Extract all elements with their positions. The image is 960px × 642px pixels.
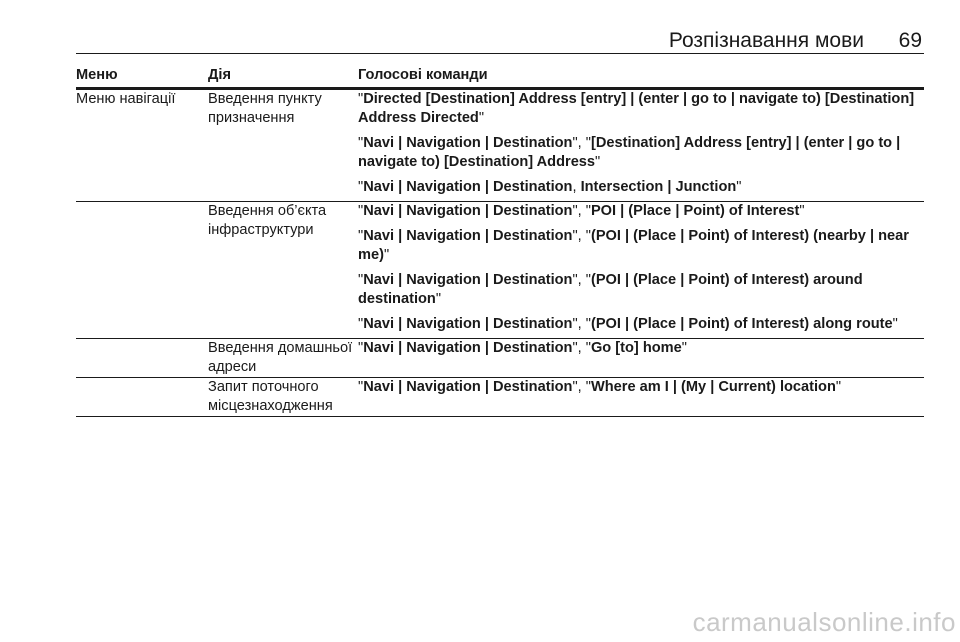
voice-command bbox=[358, 134, 924, 172]
command-phrase: Navi | Navigation | Destination bbox=[363, 179, 573, 195]
voice-command bbox=[358, 90, 924, 128]
command-punctuation: " bbox=[358, 379, 364, 395]
commands-cell bbox=[358, 89, 924, 202]
command-phrase: [Destination] Address [entry] | (enter | go to | navigate to) [Destination] Address bbox=[358, 135, 901, 170]
voice-command bbox=[358, 378, 924, 397]
voice-command bbox=[358, 339, 924, 358]
page-header bbox=[76, 27, 924, 54]
table-row bbox=[76, 378, 924, 417]
command-punctuation: " bbox=[835, 379, 842, 395]
command-punctuation: ", " bbox=[572, 379, 591, 395]
command-punctuation: " bbox=[892, 316, 898, 332]
command-phrase: Directed [Destination] Address [entry] | (enter | go to | navigate to) [Destination] Address Directed bbox=[358, 91, 915, 126]
menu-cell bbox=[76, 202, 208, 339]
column-header-commands: Голосові команди bbox=[358, 66, 924, 89]
command-punctuation: ", " bbox=[572, 272, 591, 288]
command-punctuation: " bbox=[358, 340, 364, 356]
command-phrase: Navi | Navigation | Destination bbox=[363, 379, 573, 395]
table-header-row bbox=[76, 66, 924, 89]
page-title: Розпізнавання мови bbox=[668, 29, 864, 52]
voice-command bbox=[358, 202, 924, 221]
command-punctuation: " bbox=[358, 272, 364, 288]
action-cell: Запит поточного місцезнаходження bbox=[208, 378, 358, 417]
page-number: 69 bbox=[898, 29, 922, 52]
command-punctuation: " bbox=[383, 247, 390, 263]
command-punctuation: " bbox=[736, 179, 742, 195]
command-phrase: Intersection | Junction bbox=[580, 179, 737, 195]
voice-command bbox=[358, 227, 924, 265]
menu-cell: Меню навігації bbox=[76, 89, 208, 202]
menu-cell bbox=[76, 339, 208, 378]
commands-cell bbox=[358, 339, 924, 378]
column-header-menu: Меню bbox=[76, 66, 208, 89]
voice-commands-table bbox=[76, 66, 924, 417]
command-punctuation: ", " bbox=[572, 316, 591, 332]
voice-command bbox=[358, 315, 924, 334]
command-punctuation: ", " bbox=[572, 135, 591, 151]
command-phrase: (POI | (Place | Point) of Interest) around destination bbox=[358, 272, 863, 307]
command-phrase: (POI | (Place | Point) of Interest) (nearby | near me) bbox=[358, 228, 909, 263]
command-punctuation: " bbox=[358, 203, 364, 219]
command-phrase: Navi | Navigation | Destination bbox=[363, 203, 573, 219]
command-phrase: POI | (Place | Point) of Interest bbox=[590, 203, 800, 219]
command-punctuation: " bbox=[358, 228, 364, 244]
command-punctuation: " bbox=[595, 154, 601, 170]
commands-cell bbox=[358, 378, 924, 417]
command-phrase: Navi | Navigation | Destination bbox=[363, 228, 573, 244]
command-punctuation: " bbox=[478, 110, 485, 126]
command-punctuation: ", " bbox=[572, 340, 591, 356]
voice-command bbox=[358, 178, 924, 197]
command-phrase: Navi | Navigation | Destination bbox=[363, 340, 573, 356]
table-row bbox=[76, 89, 924, 202]
command-phrase: Navi | Navigation | Destination bbox=[363, 135, 573, 151]
command-punctuation: " bbox=[681, 340, 687, 356]
action-cell: Введення домашньої адреси bbox=[208, 339, 358, 378]
commands-cell bbox=[358, 202, 924, 339]
voice-command bbox=[358, 271, 924, 309]
column-header-action: Дія bbox=[208, 66, 358, 89]
command-phrase: Go [to] home bbox=[590, 340, 682, 356]
command-phrase: Navi | Navigation | Destination bbox=[363, 272, 573, 288]
command-punctuation: " bbox=[358, 316, 364, 332]
table-row bbox=[76, 339, 924, 378]
command-phrase: Where am I | (My | Current) location bbox=[590, 379, 836, 395]
action-cell: Введення пункту призначення bbox=[208, 89, 358, 202]
action-cell: Введення об’єкта інфраструктури bbox=[208, 202, 358, 339]
command-punctuation: " bbox=[799, 203, 805, 219]
command-punctuation: " bbox=[358, 179, 364, 195]
command-punctuation: " bbox=[358, 91, 364, 107]
command-punctuation: ", " bbox=[572, 228, 591, 244]
table-row bbox=[76, 202, 924, 339]
command-phrase: (POI | (Place | Point) of Interest) along route bbox=[590, 316, 893, 332]
command-punctuation: " bbox=[435, 291, 442, 307]
command-punctuation: ", " bbox=[572, 203, 591, 219]
command-phrase: Navi | Navigation | Destination bbox=[363, 316, 573, 332]
command-punctuation: " bbox=[358, 135, 364, 151]
command-punctuation: , bbox=[572, 179, 581, 195]
watermark: carmanualsonline.info bbox=[692, 607, 956, 637]
table-body bbox=[76, 89, 924, 417]
menu-cell bbox=[76, 378, 208, 417]
